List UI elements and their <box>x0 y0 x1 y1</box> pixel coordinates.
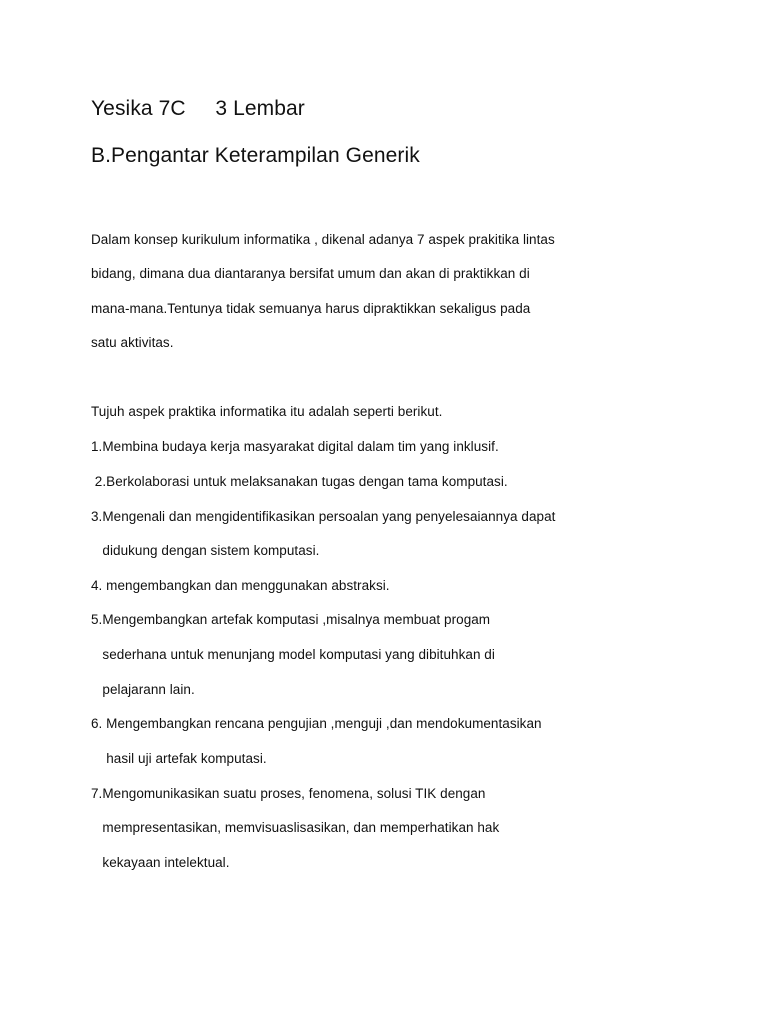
intro-line: bidang, dimana dua diantaranya bersifat umum dan akan di praktikkan di <box>91 266 530 281</box>
list-item-continuation: kekayaan intelektual. <box>91 855 230 870</box>
list-item: 2.Berkolaborasi untuk melaksanakan tugas dengan tama komputasi. <box>91 474 508 489</box>
list-item: 5.Mengembangkan artefak komputasi ,misalnya membuat progam <box>91 612 491 627</box>
list-item: 3.Mengenali dan mengidentifikasikan persoalan yang penyelesaiannya dapat <box>91 509 556 524</box>
intro-line: mana-mana.Tentunya tidak semuanya harus dipraktikkan sekaligus pada <box>91 301 531 316</box>
list-item-continuation: didukung dengan sistem komputasi. <box>91 543 320 558</box>
list-lead: Tujuh aspek praktika informatika itu adalah seperti berikut. <box>91 404 443 419</box>
section-title: B.Pengantar Keterampilan Generik <box>91 144 420 167</box>
list-item-continuation: mempresentasikan, memvisuaslisasikan, dan memperhatikan hak <box>91 820 500 835</box>
list-item: 1.Membina budaya kerja masyarakat digital dalam tim yang inklusif. <box>91 439 499 454</box>
list-item-continuation: sederhana untuk menunjang model komputasi yang dibituhkan di <box>91 647 495 662</box>
list-item: 4. mengembangkan dan menggunakan abstraksi. <box>91 578 390 593</box>
intro-line: Dalam konsep kurikulum informatika , dikenal adanya 7 aspek prakitika lintas <box>91 232 555 247</box>
intro-line: satu aktivitas. <box>91 335 174 350</box>
list-item-continuation: hasil uji artefak komputasi. <box>91 751 267 766</box>
document-header: Yesika 7C 3 Lembar <box>91 97 305 120</box>
list-item-continuation: pelajarann lain. <box>91 682 195 697</box>
list-item: 6. Mengembangkan rencana pengujian ,menguji ,dan mendokumentasikan <box>91 716 542 731</box>
list-item: 7.Mengomunikasikan suatu proses, fenomena, solusi TIK dengan <box>91 786 486 801</box>
